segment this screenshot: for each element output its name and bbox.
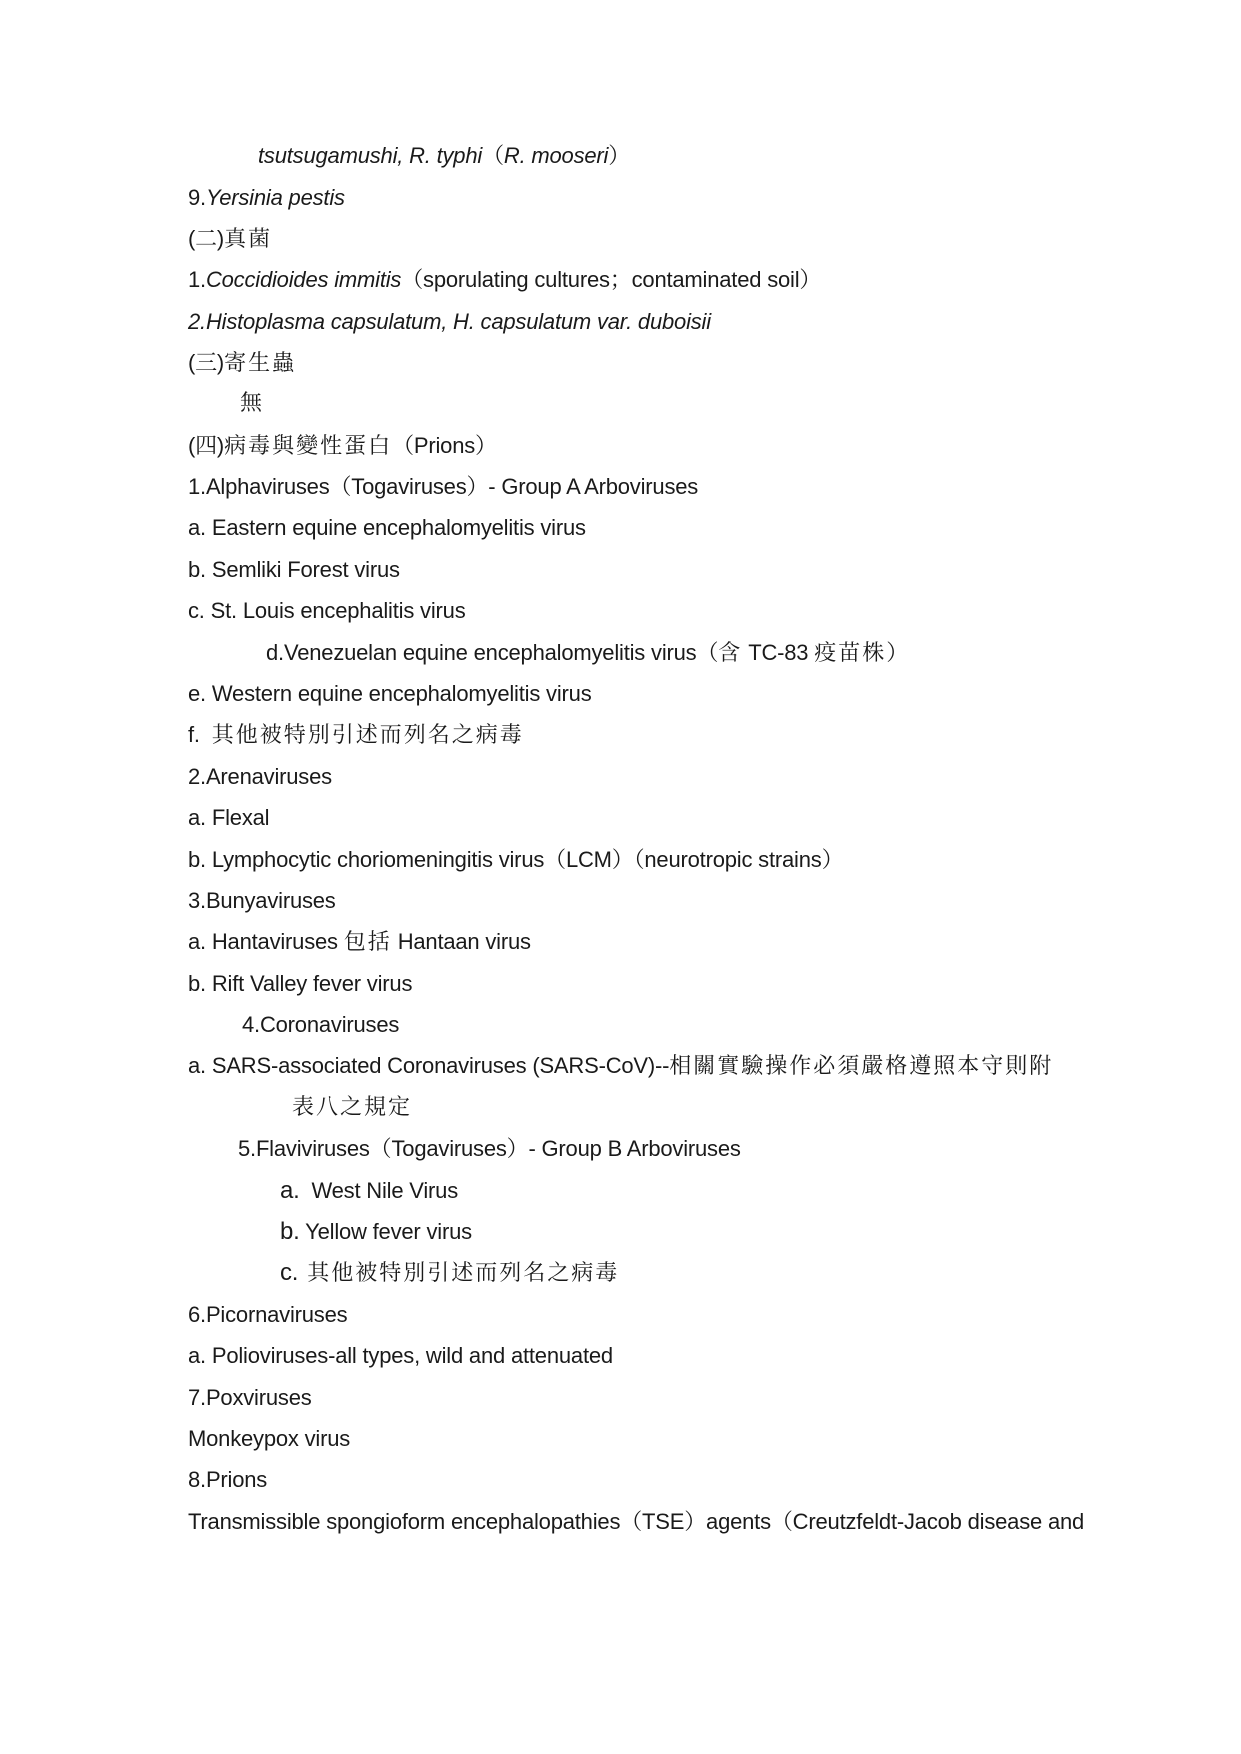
entry-note: 含 xyxy=(718,641,743,666)
text-line: 5.Flaviviruses（Togaviruses）- Group B Arboviruses xyxy=(238,1136,741,1161)
section-subtitle: （Prions） xyxy=(392,433,497,458)
entry-strain: TC-83 xyxy=(742,640,815,665)
species-name: R. mooseri xyxy=(503,143,609,168)
entry-note: 包括 xyxy=(343,930,392,955)
text-line: 2.Arenaviruses xyxy=(188,764,332,789)
text-line: Monkeypox virus xyxy=(188,1426,351,1451)
entry-letter: a. xyxy=(280,1177,300,1204)
entry-text: West Nile Virus xyxy=(299,1178,459,1203)
list-number: 1. xyxy=(188,267,206,292)
entry-text: Hantaan virus xyxy=(391,929,531,954)
entry-text: Yellow fever virus xyxy=(299,1219,472,1244)
species-names: tsutsugamushi, R. typhi xyxy=(258,143,483,168)
close-paren: ） xyxy=(886,640,909,665)
text-line: 4.Coronaviruses xyxy=(242,1012,400,1037)
entry-note: 相關實驗操作必須嚴格遵照本守則附 xyxy=(669,1054,1054,1079)
section-title: 寄生蟲 xyxy=(224,351,297,376)
entry-text: a. Hantaviruses xyxy=(188,929,344,954)
section-heading xyxy=(188,219,272,259)
open-paren: （ xyxy=(482,143,504,168)
text-line xyxy=(280,1253,619,1293)
text-line xyxy=(188,260,821,300)
entry-text: 其他被特別引述而列名之病毒 xyxy=(211,723,524,748)
text-line: a. Flexal xyxy=(188,805,270,830)
section-number: (四) xyxy=(188,433,225,458)
text-line: a. Eastern equine encephalomyelitis virus xyxy=(188,515,586,540)
section-heading xyxy=(188,343,296,383)
text-line: 6.Picornaviruses xyxy=(188,1302,348,1327)
text-line: 2.Histoplasma capsulatum, H. capsulatum var. duboisii xyxy=(188,309,711,334)
text-line xyxy=(188,178,345,218)
entry-letter: f. xyxy=(188,722,206,747)
text-line: b. Semliki Forest virus xyxy=(188,557,400,582)
text-line xyxy=(188,715,524,755)
entry-note: 疫苗株 xyxy=(814,641,887,666)
text-line: a. Polioviruses-all types, wild and attenuated xyxy=(188,1343,613,1368)
text-line: 無 xyxy=(240,391,265,416)
species-name: Yersinia pestis xyxy=(205,185,345,210)
entry-text: d.Venezuelan equine encephalomyelitis virus（ xyxy=(266,640,719,665)
close-paren: ） xyxy=(608,143,631,168)
text-line: 3.Bunyaviruses xyxy=(188,888,336,913)
text-line: 8.Prions xyxy=(188,1467,268,1492)
text-line: 表八之規定 xyxy=(292,1095,413,1120)
section-number: (三) xyxy=(188,350,225,375)
text-line: b. Rift Valley fever virus xyxy=(188,971,413,996)
entry-letter: c. xyxy=(280,1259,299,1286)
entry-text: 其他被特別引述而列名之病毒 xyxy=(298,1261,620,1286)
text-line: e. Western equine encephalomyelitis virus xyxy=(188,681,592,706)
section-heading xyxy=(188,426,497,466)
section-title: 真菌 xyxy=(224,227,273,252)
section-number: (二) xyxy=(188,226,225,251)
entry-letter: b. xyxy=(280,1218,300,1245)
text-line: c. St. Louis encephalitis virus xyxy=(188,598,466,623)
text-line xyxy=(266,633,908,673)
text-line: 7.Poxviruses xyxy=(188,1385,312,1410)
text-line: b. Lymphocytic choriomeningitis virus（LCM）（neurotropic strains） xyxy=(188,847,844,872)
entry-text: a. SARS-associated Coronaviruses (SARS-CoV)-- xyxy=(188,1053,670,1078)
text-line xyxy=(188,1046,1053,1086)
text-line xyxy=(280,1171,458,1211)
species-name: Coccidioides immitis xyxy=(205,267,402,292)
note: （sporulating cultures；contaminated soil） xyxy=(401,267,822,292)
text-line xyxy=(188,922,531,962)
text-line xyxy=(258,136,630,176)
text-line xyxy=(280,1212,472,1252)
section-title: 病毒與變性蛋白 xyxy=(224,434,393,459)
list-number: 9. xyxy=(188,185,206,210)
text-line: Transmissible spongioform encephalopathies（TSE）agents（Creutzfeldt-Jacob disease and xyxy=(188,1509,1085,1534)
text-line: 1.Alphaviruses（Togaviruses）- Group A Arboviruses xyxy=(188,474,699,499)
